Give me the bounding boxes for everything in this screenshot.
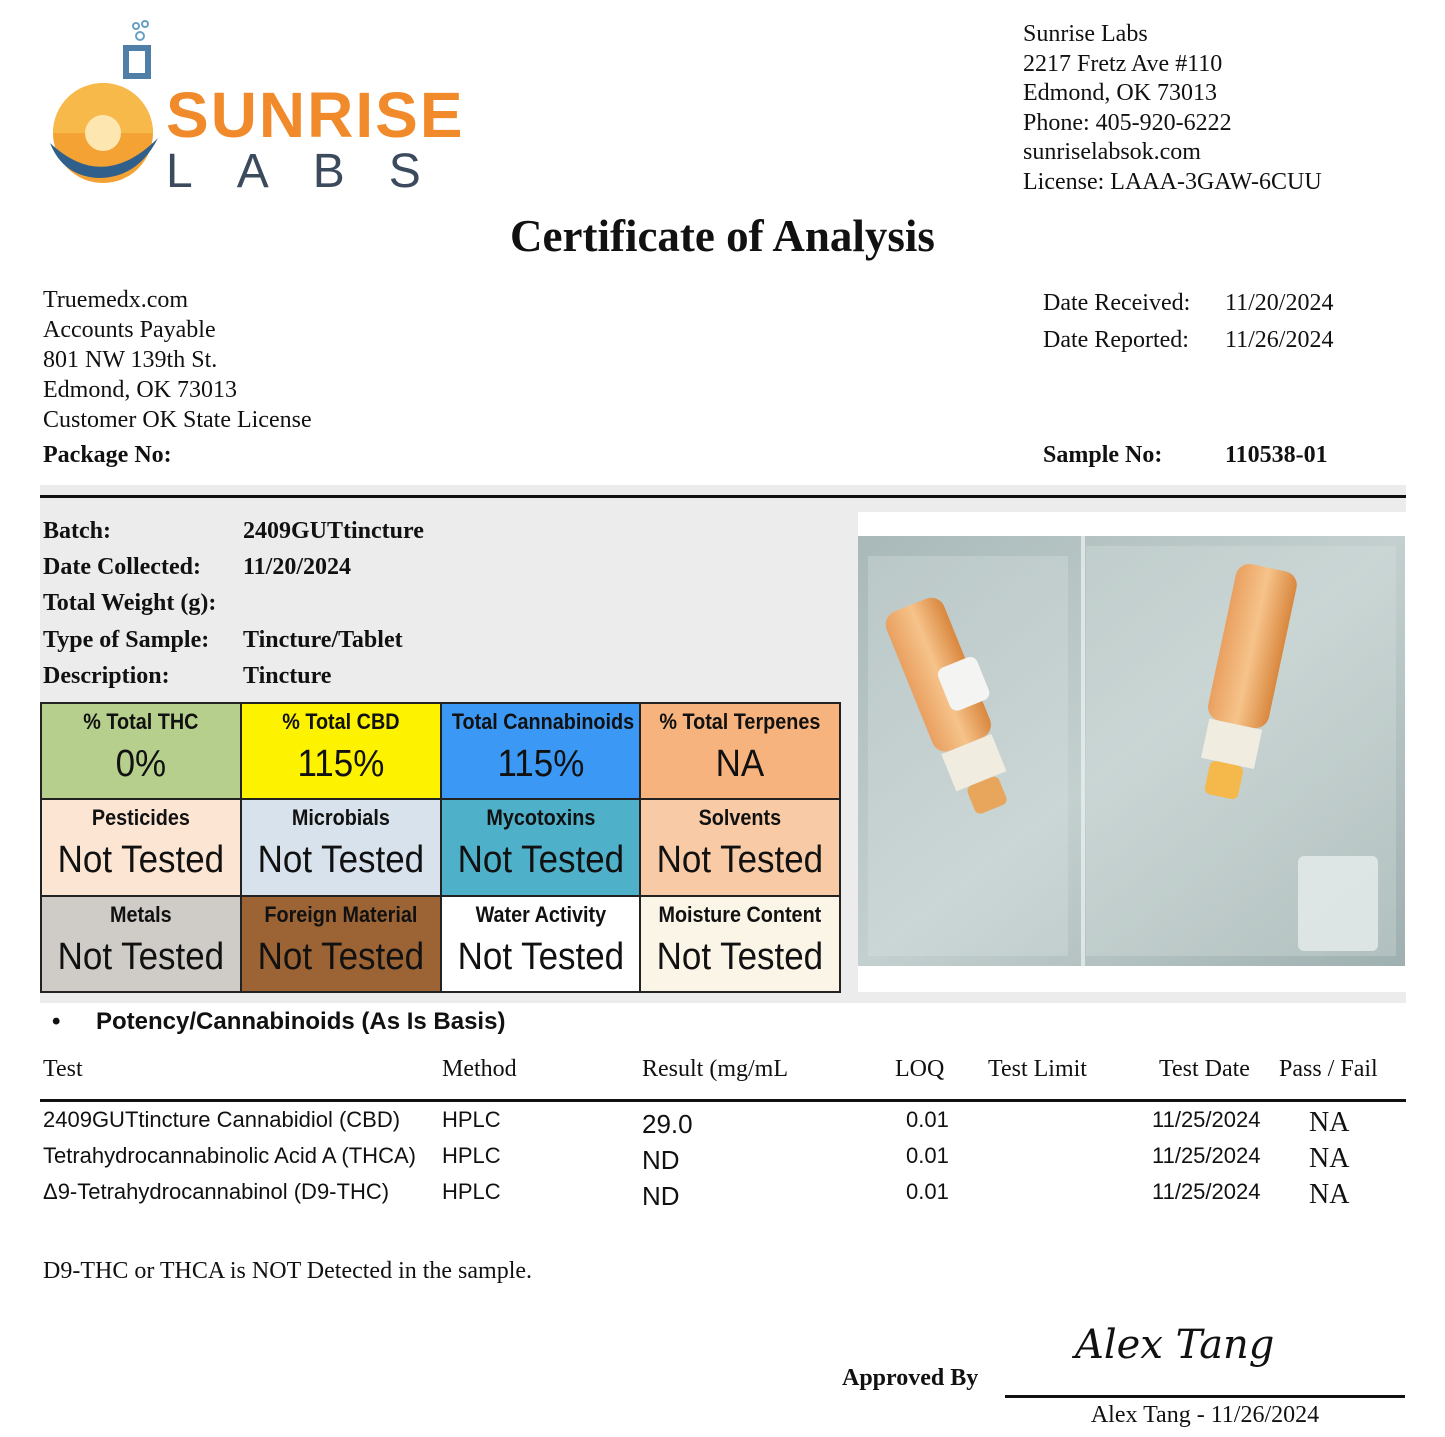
table-row-1-result: 29.0	[642, 1109, 693, 1139]
lab-address-2: Edmond, OK 73013	[1023, 80, 1217, 106]
signature-line	[1005, 1395, 1405, 1398]
col-header-test-limit: Test Limit	[988, 1056, 1087, 1082]
date-reported-value: 11/26/2024	[1225, 327, 1334, 353]
summary-cell-foreign-material: Foreign Material Not Tested	[241, 896, 441, 992]
client-line-2: Accounts Payable	[43, 317, 216, 343]
table-row-2-test: Tetrahydrocannabinolic Acid A (THCA)	[43, 1143, 416, 1168]
table-header-rule	[40, 1099, 1406, 1102]
potency-section-heading: Potency/Cannabinoids (As Is Basis)	[96, 1008, 506, 1035]
signature-caption: Alex Tang - 11/26/2024	[1090, 1402, 1320, 1428]
col-header-test-date: Test Date	[1159, 1056, 1250, 1082]
summary-cell-solvents: Solvents Not Tested	[640, 799, 840, 895]
table-row-1-test-date: 11/25/2024	[1152, 1107, 1261, 1132]
date-received-value: 11/20/2024	[1225, 290, 1334, 316]
document-title: Certificate of Analysis	[510, 211, 935, 261]
summary-cell-total-cbd: % Total CBD 115%	[241, 703, 441, 799]
summary-cell-metals: Metals Not Tested	[41, 896, 241, 992]
table-row-3-method: HPLC	[442, 1179, 501, 1204]
client-line-1: Truemedx.com	[43, 287, 189, 313]
table-row-3-test: Δ9-Tetrahydrocannabinol (D9-THC)	[43, 1179, 390, 1204]
dates-block	[1043, 285, 1333, 359]
sample-type-label: Type of Sample:	[43, 626, 210, 653]
client-address-block	[43, 285, 312, 435]
bullet-icon: •	[52, 1008, 61, 1035]
col-header-method: Method	[442, 1056, 517, 1082]
package-number-label: Package No:	[43, 442, 172, 468]
date-collected-value: 11/20/2024	[243, 554, 352, 581]
batch-label: Batch:	[43, 518, 111, 544]
divider-rule	[40, 495, 1406, 498]
table-row-3-test-date: 11/25/2024	[1152, 1179, 1261, 1204]
sample-number-label: Sample No:	[1043, 442, 1163, 468]
col-header-pass-fail: Pass / Fail	[1279, 1056, 1378, 1082]
table-row-3-pass-fail: NA	[1309, 1179, 1350, 1210]
date-received-label: Date Received:	[1043, 290, 1191, 316]
table-row-1-loq: 0.01	[906, 1107, 949, 1132]
summary-cell-moisture-content: Moisture Content Not Tested	[640, 896, 840, 992]
lab-phone: Phone: 405-920-6222	[1023, 109, 1232, 136]
date-collected-label: Date Collected:	[43, 554, 201, 581]
results-summary-grid	[40, 702, 841, 993]
lab-address-1: 2217 Fretz Ave #110	[1023, 50, 1223, 77]
total-weight-label: Total Weight (g):	[43, 590, 217, 617]
table-row-2-result: ND	[642, 1145, 680, 1175]
col-header-result: Result (mg/mL	[642, 1056, 788, 1082]
lab-name: Sunrise Labs	[1023, 21, 1148, 47]
sample-number-value: 110538-01	[1225, 442, 1328, 468]
sample-info-block	[43, 513, 424, 694]
table-row-2-method: HPLC	[442, 1143, 501, 1168]
description-label: Description:	[43, 662, 170, 689]
summary-cell-microbials: Microbials Not Tested	[241, 799, 441, 895]
potency-section-title	[52, 1008, 505, 1036]
date-reported-label: Date Reported:	[1043, 327, 1189, 353]
client-line-5: Customer OK State License	[43, 407, 312, 433]
table-row-3-result: ND	[642, 1181, 680, 1211]
summary-cell-total-thc: % Total THC 0%	[41, 703, 241, 799]
summary-cell-total-terpenes: % Total Terpenes NA	[640, 703, 840, 799]
client-line-4: Edmond, OK 73013	[43, 377, 237, 403]
table-row-2-loq: 0.01	[906, 1143, 949, 1168]
signature: Alex Tang	[1075, 1322, 1275, 1368]
table-row-2-test-date: 11/25/2024	[1152, 1143, 1261, 1168]
table-row-1-pass-fail: NA	[1309, 1107, 1350, 1138]
table-row-2-pass-fail: NA	[1309, 1143, 1350, 1174]
table-row-3-loq: 0.01	[906, 1179, 949, 1204]
col-header-test: Test	[43, 1056, 83, 1082]
sample-number	[1043, 442, 1328, 469]
client-line-3: 801 NW 139th St.	[43, 347, 218, 373]
batch-value: 2409GUTtincture	[243, 518, 424, 544]
lab-contact-block	[1023, 20, 1322, 197]
description-value: Tincture	[243, 662, 332, 689]
sample-photo	[858, 536, 1405, 966]
logo-wordmark-labs: LABS	[166, 145, 465, 198]
detection-note: D9-THC or THCA is NOT Detected in the sample.	[43, 1258, 533, 1284]
lab-license: License: LAAA-3GAW-6CUU	[1023, 168, 1322, 195]
sample-type-value: Tincture/Tablet	[243, 626, 403, 653]
col-header-loq: LOQ	[895, 1056, 945, 1082]
lab-website[interactable]: sunriselabsok.com	[1023, 139, 1201, 165]
summary-cell-mycotoxins: Mycotoxins Not Tested	[441, 799, 641, 895]
summary-cell-total-cannabinoids: Total Cannabinoids 115%	[441, 703, 641, 799]
logo-wordmark-sunrise: SUNRISE	[166, 79, 465, 151]
approved-by-label: Approved By	[842, 1365, 979, 1391]
table-row-1-test: 2409GUTtincture Cannabidiol (CBD)	[43, 1107, 401, 1132]
summary-cell-water-activity: Water Activity Not Tested	[441, 896, 641, 992]
table-row-1-method: HPLC	[442, 1107, 501, 1132]
summary-cell-pesticides: Pesticides Not Tested	[41, 799, 241, 895]
